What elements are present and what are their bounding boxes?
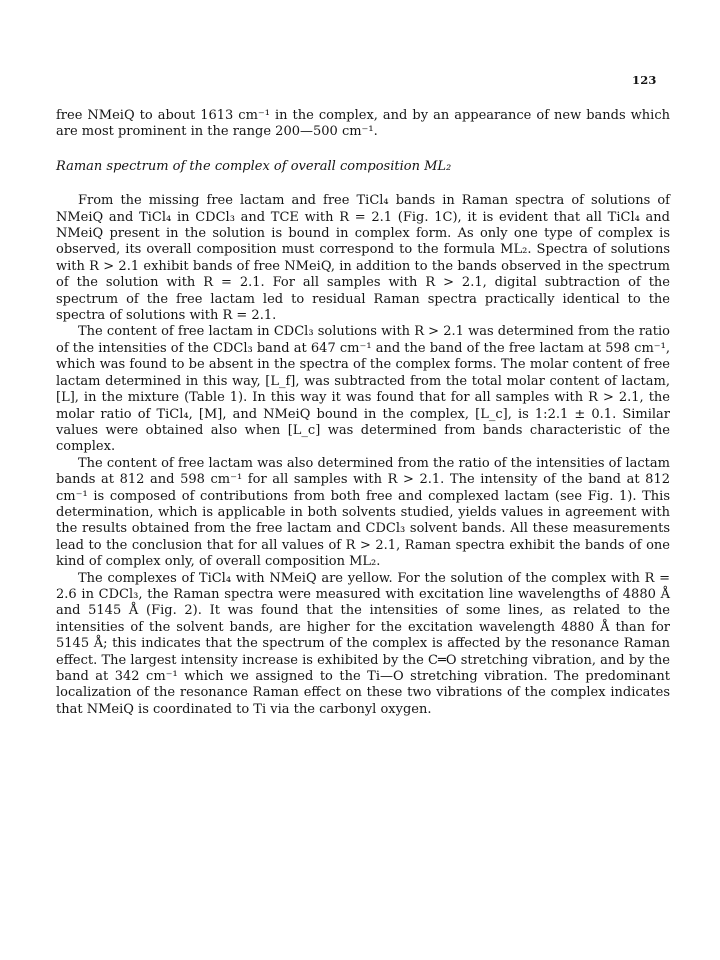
body-paragraph-3: The content of free lactam was also determined from the ratio of the intensities of lactam bands at 812 and 598 cm⁻¹ for all samples with R > 2.1. The intensity of the band at 812 cm⁻¹ is composed of contributions from both free and complexed lactam (see Fig. 1). This determination, which is applicable in both solvents studied, yields values in agreement with the results obtained from the free lactam and CDCl₃ solvent bands. All these measurements lead to the conclusion that for all values of R > 2.1, Raman spectra exhibit the bands of one kind of complex only, of overall composition ML₂. <box>56 455 670 570</box>
section-heading: Raman spectrum of the complex of overall composition ML₂ <box>56 158 452 174</box>
body-paragraph-2: The content of free lactam in CDCl₃ solutions with R > 2.1 was determined from the ratio of the intensities of the CDCl₃ band at 647 cm⁻¹ and the band of the free lactam at 598 cm⁻¹, which was found to be absent in the spectra of the complex forms. The molar content of free lactam determined in this way, [L_f], was subtracted from the total molar content of lactam, [L], in the mixture (Table 1). In this way it was found that for all samples with R > 2.1, the molar ratio of TiCl₄, [M], and NMeiQ bound in the complex, [L_c], is 1:2.1 ± 0.1. Similar values were obtained also when [L_c] was determined from bands characteristic of the complex. <box>56 324 670 455</box>
intro-paragraph: free NMeiQ to about 1613 cm⁻¹ in the complex, and by an appearance of new bands which are most prominent in the range 200—500 cm⁻¹. <box>56 108 670 140</box>
page-body <box>56 108 670 718</box>
body-paragraph-4: The complexes of TiCl₄ with NMeiQ are yellow. For the solution of the complex with R = 2.6 in CDCl₃, the Raman spectra were measured with excitation line wavelengths of 4880 Å and 5145 Å (Fig. 2). It was found that the intensities of some lines, as related to the intensities of the solvent bands, are higher for the excitation wavelength 4880 Å than for 5145 Å; this indicates that the spectrum of the complex is affected by the resonance Raman effect. The largest intensity increase is exhibited by the C═O stretching vibration, and by the band at 342 cm⁻¹ which we assigned to the Ti—O stretching vibration. The predominant localization of the resonance Raman effect on these two vibrations of the complex indicates that NMeiQ is coordinated to Ti via the carbonyl oxygen. <box>56 570 670 717</box>
body-paragraph-1: From the missing free lactam and free TiCl₄ bands in Raman spectra of solutions of NMeiQ and TiCl₄ in CDCl₃ and TCE with R = 2.1 (Fig. 1C), it is evident that all TiCl₄ and NMeiQ present in the solution is bound in complex form. As only one type of complex is observed, its overall composition must correspond to the formula ML₂. Spectra of solutions with R > 2.1 exhibit bands of free NMeiQ, in addition to the bands observed in the spectrum of the solution with R = 2.1. For all samples with R > 2.1, digital subtraction of the spectrum of the free lactam led to residual Raman spectra practically identical to the spectra of solutions with R = 2.1. <box>56 193 670 324</box>
page-number: 123 <box>632 73 657 87</box>
